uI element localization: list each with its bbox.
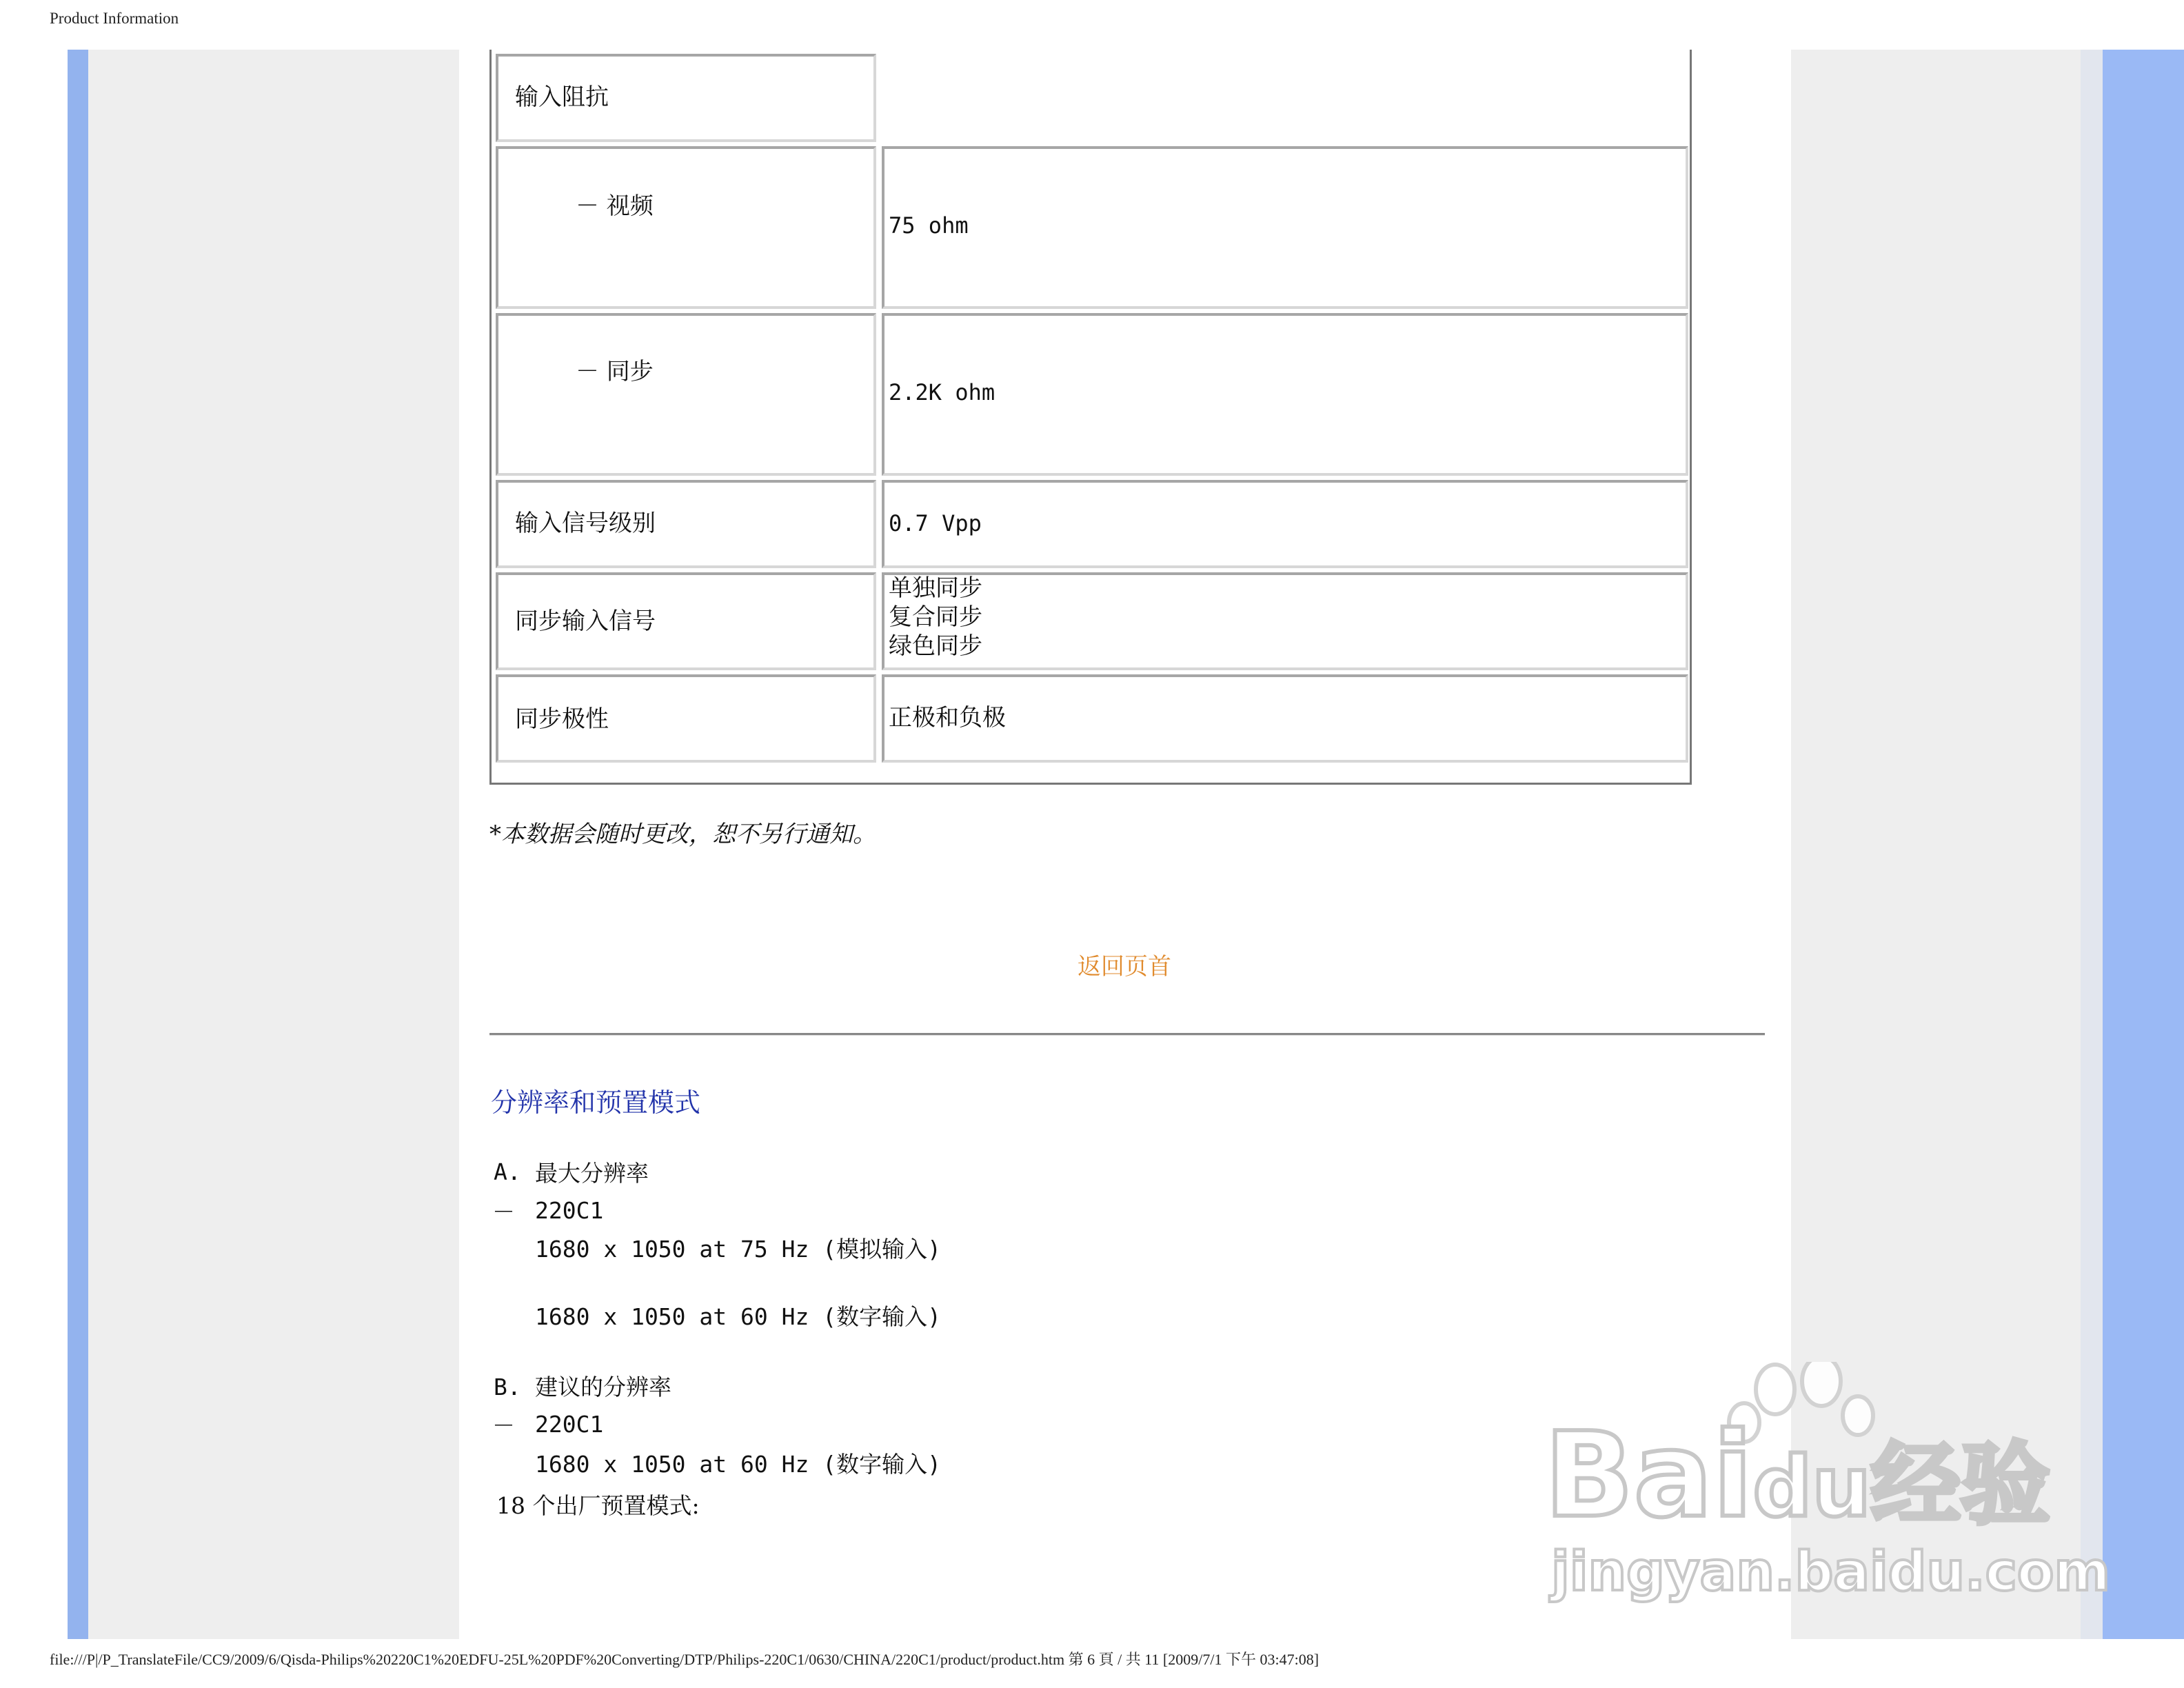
row-value: 75 ohm (889, 212, 969, 239)
table-row-sync-polarity-label (496, 674, 876, 763)
page-header: Product Information (50, 10, 179, 27)
row-label: 同步输入信号 (515, 607, 656, 635)
row-value-line: 复合同步 (889, 603, 982, 631)
right-blue-bar (2103, 50, 2184, 1639)
table-row-input-impedance-label (496, 54, 876, 142)
right-light-bar (2081, 50, 2103, 1639)
watermark-jingyan: 经验 (1870, 1432, 2050, 1537)
change-notice: *本数据会随时更改，恕不另行通知。 (489, 821, 876, 848)
factory-modes-label: 18 个出厂预置模式: (496, 1492, 700, 1519)
row-label: － 同步 (576, 358, 654, 385)
back-to-top-link[interactable]: 返回页首 (1078, 953, 1171, 981)
table-row-video-value (882, 146, 1688, 309)
row-label: 输入阻抗 (515, 83, 609, 111)
left-blue-bar (68, 50, 88, 1639)
table-row-sync-input-label (496, 572, 876, 670)
table-row-video-label (496, 146, 876, 309)
table-row-signal-level-value (882, 480, 1688, 568)
row-value-line: 绿色同步 (889, 632, 982, 660)
left-gray-panel (88, 50, 459, 1639)
resolution-line: 1680 x 1050 at 60 Hz (数字输入) (535, 1451, 941, 1478)
row-value-line: 单独同步 (889, 574, 982, 602)
watermark-bai: Bai (1544, 1407, 1753, 1544)
max-resolution-label: 最大分辨率 (535, 1160, 649, 1187)
table-row-sync-polarity-value (882, 674, 1688, 763)
watermark-domain: jingyan.baidu.com (1551, 1541, 2110, 1603)
baidu-watermark (1544, 1362, 2110, 1607)
list-dash: － (492, 1198, 515, 1225)
spec-table (489, 50, 1692, 785)
row-label: － 视频 (576, 192, 654, 220)
table-row-sync-label (496, 313, 876, 476)
model-name: 220C1 (535, 1411, 604, 1438)
table-row-sync-input-value (882, 572, 1688, 670)
row-value: 0.7 Vpp (889, 510, 982, 536)
table-row-sync-value (882, 313, 1688, 476)
watermark-du: du (1752, 1440, 1871, 1536)
row-label: 输入信号级别 (515, 510, 656, 537)
list-marker-a: A. (494, 1158, 521, 1185)
list-dash: － (492, 1412, 515, 1439)
list-marker-b: B. (494, 1374, 521, 1400)
section-title: 分辨率和预置模式 (491, 1087, 701, 1118)
recommended-resolution-label: 建议的分辨率 (535, 1374, 671, 1400)
row-label: 同步极性 (515, 705, 609, 733)
row-value: 2.2K ohm (889, 379, 995, 405)
resolution-line: 1680 x 1050 at 75 Hz (模拟输入) (535, 1236, 941, 1263)
watermark-brand (1544, 1407, 2050, 1547)
row-value: 正极和负极 (889, 704, 1006, 732)
section-divider (489, 1033, 1765, 1036)
resolution-line: 1680 x 1050 at 60 Hz (数字输入) (535, 1303, 941, 1330)
model-name: 220C1 (535, 1197, 604, 1224)
page-footer: file:///P|/P_TranslateFile/CC9/2009/6/Qisda-Philips%20220C1%20EDFU-25L%20PDF%20Converting/DTP/Philips-220C1/0630/CHINA/220C1/product/product.htm 第 6 頁 / 共 11 [2009/7/1 下午 03:47:08] (50, 1651, 1320, 1668)
table-row-signal-level-label (496, 480, 876, 568)
